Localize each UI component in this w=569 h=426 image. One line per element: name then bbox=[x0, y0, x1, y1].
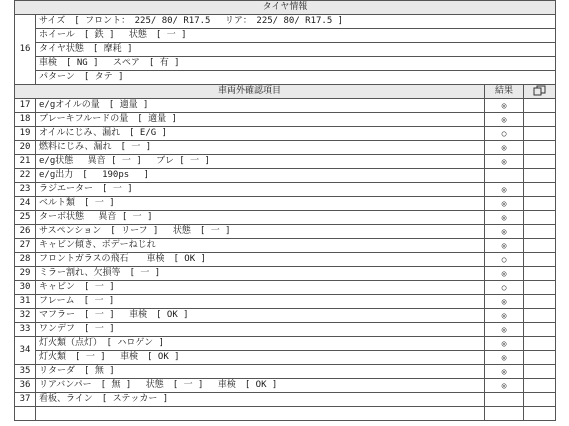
tire-wheel: ホイール [ 鉄 ] 状態 [ 一 ] bbox=[36, 29, 556, 43]
item-result: ◎ bbox=[485, 351, 524, 365]
item-result: ◎ bbox=[485, 99, 524, 113]
item-label: リアバンパー [ 無 ] 状態 [ 一 ] 車検 [ OK ] bbox=[36, 379, 485, 393]
item-extra bbox=[524, 155, 556, 169]
item-number: 26 bbox=[15, 225, 36, 239]
blank-row bbox=[15, 407, 556, 421]
tire-info-title: タイヤ情報 bbox=[15, 1, 556, 15]
item-extra bbox=[524, 379, 556, 393]
item-extra bbox=[524, 211, 556, 225]
item-extra bbox=[524, 365, 556, 379]
tire-pattern: パターン [ タテ ] bbox=[36, 71, 556, 85]
item-label: 灯火類 [ 一 ] 車検 [ OK ] bbox=[36, 351, 485, 365]
item-number: 18 bbox=[15, 113, 36, 127]
item-extra bbox=[524, 127, 556, 141]
inspection-sheet bbox=[14, 0, 555, 421]
item-label: フロントガラスの飛石 車検 [ OK ] bbox=[36, 253, 485, 267]
item-extra bbox=[524, 281, 556, 295]
item-number: 28 bbox=[15, 253, 36, 267]
item-number: 19 bbox=[15, 127, 36, 141]
item-number: 23 bbox=[15, 183, 36, 197]
item-extra bbox=[524, 337, 556, 351]
item-label: 灯火類（点灯） [ ハロゲン ] bbox=[36, 337, 485, 351]
tire-row bbox=[15, 15, 556, 29]
item-extra bbox=[524, 99, 556, 113]
check-item-row bbox=[15, 113, 556, 127]
item-extra bbox=[524, 239, 556, 253]
tire-info-header-row bbox=[15, 1, 556, 15]
item-extra bbox=[524, 253, 556, 267]
check-item-row bbox=[15, 281, 556, 295]
item-number: 37 bbox=[15, 393, 36, 407]
item-extra bbox=[524, 323, 556, 337]
check-item-row bbox=[15, 393, 556, 407]
check-item-row bbox=[15, 365, 556, 379]
item-extra bbox=[524, 197, 556, 211]
check-item-row bbox=[15, 183, 556, 197]
item-number: 25 bbox=[15, 211, 36, 225]
item-number: 31 bbox=[15, 295, 36, 309]
check-item-row bbox=[15, 141, 556, 155]
item-number: 35 bbox=[15, 365, 36, 379]
check-item-row bbox=[15, 225, 556, 239]
item-result: ○ bbox=[485, 127, 524, 141]
check-item-row bbox=[15, 169, 556, 183]
item-result: ◎ bbox=[485, 225, 524, 239]
tire-size: サイズ [ フロント： 225/ 80/ R17.5 リア： 225/ 80/ R17.5 ] bbox=[36, 15, 556, 29]
item-result: ◎ bbox=[485, 113, 524, 127]
exterior-check-header-row bbox=[15, 85, 556, 99]
item-extra bbox=[524, 113, 556, 127]
item-result: ○ bbox=[485, 281, 524, 295]
item-label: 看板、ライン [ ステッカー ] bbox=[36, 393, 485, 407]
check-item-row bbox=[15, 253, 556, 267]
item-extra bbox=[524, 393, 556, 407]
check-item-row bbox=[15, 211, 556, 225]
tire-row bbox=[15, 71, 556, 85]
item-label: オイルにじみ、漏れ [ E/G ] bbox=[36, 127, 485, 141]
check-item-row bbox=[15, 127, 556, 141]
exterior-check-title: 車両外確認項目 bbox=[15, 85, 485, 99]
result-column-header: 結果 bbox=[485, 85, 524, 99]
item-result bbox=[485, 169, 524, 183]
item-number: 36 bbox=[15, 379, 36, 393]
item-number: 22 bbox=[15, 169, 36, 183]
item-label: 燃料にじみ、漏れ [ 一 ] bbox=[36, 141, 485, 155]
tire-row bbox=[15, 57, 556, 71]
item-result: ◎ bbox=[485, 211, 524, 225]
item-number: 29 bbox=[15, 267, 36, 281]
check-item-row bbox=[15, 267, 556, 281]
tire-row bbox=[15, 29, 556, 43]
item-result: ◎ bbox=[485, 197, 524, 211]
item-label: ワンデフ [ 一 ] bbox=[36, 323, 485, 337]
item-result: ◎ bbox=[485, 141, 524, 155]
item-result: ◎ bbox=[485, 323, 524, 337]
item-extra bbox=[524, 351, 556, 365]
check-item-row bbox=[15, 239, 556, 253]
item-number: 17 bbox=[15, 99, 36, 113]
item-label: ベルト類 [ 一 ] bbox=[36, 197, 485, 211]
item-result: ◎ bbox=[485, 267, 524, 281]
item-extra bbox=[524, 169, 556, 183]
item-label: キャビン傾き、ボデーねじれ bbox=[36, 239, 485, 253]
item-number: 30 bbox=[15, 281, 36, 295]
item-extra bbox=[524, 267, 556, 281]
check-item-row bbox=[15, 295, 556, 309]
check-item-row bbox=[15, 337, 556, 351]
tire-inspection-spare: 車検 [ NG ] スペア [ 有 ] bbox=[36, 57, 556, 71]
item-number: 21 bbox=[15, 155, 36, 169]
item-number: 27 bbox=[15, 239, 36, 253]
tire-condition: タイヤ状態 [ 摩耗 ] bbox=[36, 43, 556, 57]
item-result: ◎ bbox=[485, 379, 524, 393]
item-result: ◎ bbox=[485, 295, 524, 309]
item-label: フレーム [ 一 ] bbox=[36, 295, 485, 309]
item-label: キャビン [ 一 ] bbox=[36, 281, 485, 295]
item-number: 16 bbox=[15, 15, 36, 85]
blank-cell bbox=[36, 407, 485, 421]
item-number: 34 bbox=[15, 337, 36, 365]
check-item-row bbox=[15, 197, 556, 211]
item-label: e/g状態 異音 [ 一 ] ブレ [ 一 ] bbox=[36, 155, 485, 169]
item-result: ◎ bbox=[485, 337, 524, 351]
item-extra bbox=[524, 141, 556, 155]
item-number: 33 bbox=[15, 323, 36, 337]
item-result: ○ bbox=[485, 253, 524, 267]
check-item-row bbox=[15, 99, 556, 113]
item-label: ターボ状態 異音 [ 一 ] bbox=[36, 211, 485, 225]
item-label: マフラー [ 一 ] 車検 [ OK ] bbox=[36, 309, 485, 323]
item-extra bbox=[524, 225, 556, 239]
blank-cell bbox=[485, 407, 524, 421]
item-result: ◎ bbox=[485, 183, 524, 197]
copy-icon[interactable] bbox=[524, 85, 556, 99]
check-item-row bbox=[15, 351, 556, 365]
inspection-table bbox=[14, 0, 556, 421]
check-item-row bbox=[15, 155, 556, 169]
item-label: サスペンション [ リーフ ] 状態 [ 一 ] bbox=[36, 225, 485, 239]
item-extra bbox=[524, 183, 556, 197]
item-label: リターダ [ 無 ] bbox=[36, 365, 485, 379]
item-number: 32 bbox=[15, 309, 36, 323]
item-label: e/gオイルの量 [ 適量 ] bbox=[36, 99, 485, 113]
item-extra bbox=[524, 295, 556, 309]
blank-cell bbox=[524, 407, 556, 421]
check-item-row bbox=[15, 309, 556, 323]
item-number: 24 bbox=[15, 197, 36, 211]
item-result: ◎ bbox=[485, 155, 524, 169]
item-label: ラジエーター [ 一 ] bbox=[36, 183, 485, 197]
item-extra bbox=[524, 309, 556, 323]
item-label: e/g出力 [ 190ps ] bbox=[36, 169, 485, 183]
blank-cell bbox=[15, 407, 36, 421]
item-label: ブレーキフルードの量 [ 適量 ] bbox=[36, 113, 485, 127]
item-result: ◎ bbox=[485, 239, 524, 253]
check-item-row bbox=[15, 379, 556, 393]
check-item-row bbox=[15, 323, 556, 337]
item-number: 20 bbox=[15, 141, 36, 155]
item-result: ◎ bbox=[485, 309, 524, 323]
item-label: ミラー割れ、欠損等 [ 一 ] bbox=[36, 267, 485, 281]
tire-row bbox=[15, 43, 556, 57]
item-result bbox=[485, 393, 524, 407]
item-result: ◎ bbox=[485, 365, 524, 379]
